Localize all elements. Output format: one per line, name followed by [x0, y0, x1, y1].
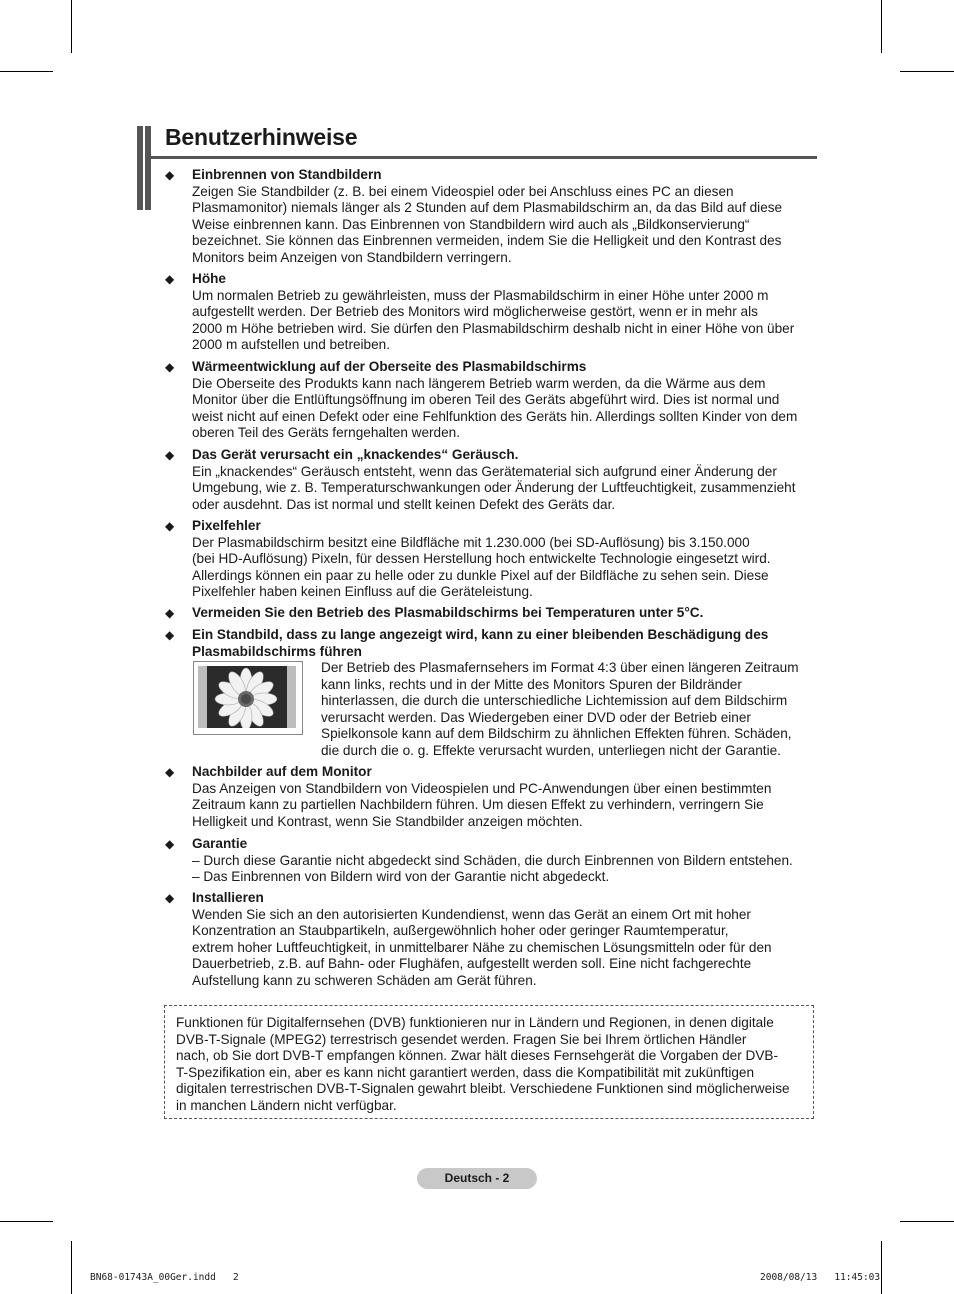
- section-title: Höhe: [192, 271, 226, 286]
- section-title: Ein Standbild, dass zu lange angezeigt wird, kann zu einer bleibenden Beschädigung des Plasmabildschirms führen: [192, 627, 769, 659]
- flower-illustration: [198, 666, 296, 728]
- image-text-block: [165, 660, 817, 759]
- file-name-slug: BN68-01743A_00Ger.indd 2: [90, 1272, 239, 1283]
- section-title: Das Gerät verursacht ein „knackendes“ Geräusch.: [192, 447, 519, 462]
- title-divider: [151, 156, 817, 159]
- section-pixelfehler: [165, 518, 817, 601]
- section-einbrennen: [165, 167, 817, 266]
- daisy-flower-icon: [193, 661, 303, 735]
- section-title: Garantie: [192, 836, 248, 851]
- section-text: Ein „knackendes“ Geräusch entsteht, wenn das Gerätematerial sich aufgrund einer Änderung der Umgebung, wie z. B. Temperaturschwankungen oder Änderung der Luftfeuchtigkeit, zusammenzieht oder ausdehnt. Das ist normal und stellt keinen Defekt des Geräts dar.: [192, 463, 796, 512]
- section-title: Installieren: [192, 890, 264, 905]
- section-text: Zeigen Sie Standbilder (z. B. bei einem Videospiel oder bei Anschluss eines PC an diesen Plasmamonitor) niemals länger als 2 Stunden auf dem Plasmabildschirm an, da das Bild auf diese Weise einbrennen kann. Das Einbrennen von Standbildern wird auch als „Bildkonservierung“ bezeichnet. Sie können das Einbrennen vermeiden, indem Sie die Helligkeit und den Kontrast des Monitors beim Anzeigen von Standbildern verringern.: [192, 183, 783, 265]
- timestamp-slug: 2008/08/13 11:45:03: [760, 1272, 881, 1283]
- crop-mark: [881, 1241, 882, 1294]
- crop-mark: [881, 0, 882, 53]
- section-text: Wenden Sie sich an den autorisierten Kundendienst, wenn das Gerät an einem Ort mit hoher Konzentration an Staubpartikeln, außergewöhnlich hoher oder geringer Raumtemperatur, extrem hoher Luftfeuchtigkeit, in unmittelbarer Nähe zu chemischen Lösungsmitteln oder für den Dauerbetrieb, z.B. auf Bahn- oder Flughäfen, aufgestellt werden soll. Eine nicht fachgerechte Aufstellung kann zu schweren Schäden am Gerät führen.: [192, 906, 772, 988]
- section-title: Wärmeentwicklung auf der Oberseite des Plasmabildschirms: [192, 359, 587, 374]
- section-title: Pixelfehler: [192, 518, 261, 533]
- diamond-bullet-icon: ◆: [165, 168, 175, 182]
- section-geraeusch: [165, 447, 817, 513]
- section-text: Um normalen Betrieb zu gewährleisten, muss der Plasmabildschirm in einer Höhe unter 2000 m aufgestellt werden. Der Betrieb des Monitors wird möglicherweise gestört, wenn er in mehr als 2000 m Höhe betrieben wird. Sie dürfen den Plasmabildschirm deshalb nicht in einer Höhe von über 2000 m aufstellen und betreiben.: [192, 287, 795, 352]
- section-text: Die Oberseite des Produkts kann nach längerem Betrieb warm werden, da die Wärme aus dem Monitor über die Entlüftungsöffnung im oberen Teil des Geräts abgeführt wird. Dies ist normal und weist nicht auf einen Defekt oder eine Fehlfunktion des Geräts hin. Allerdings sollten Kinder von dem oberen Teil des Geräts ferngehalten werden.: [192, 375, 798, 440]
- section-text: Das Anzeigen von Standbildern von Videospielen und PC-Anwendungen über einen bestimmten Zeitraum kann zu partiellen Nachbildern führen. Um diesen Effekt zu verhindern, verringern Sie Helligkeit und Kontrast, wenn Sie Standbilder anzeigen möchten.: [192, 780, 772, 829]
- diamond-bullet-icon: ◆: [165, 765, 175, 779]
- section-temperatur: [165, 605, 817, 622]
- section-text: Der Betrieb des Plasmafernsehers im Format 4:3 über einen längeren Zeitraum kann links, rechts und in der Mitte des Monitors Spuren der Bildränder hinterlassen, die durch die unterschiedliche Lichtemission auf dem Bildschirm verursacht werden. Das Wiedergeben einer DVD oder der Betrieb einer Spielkonsole kann auf dem Bildschirm zu ähnlichen Effekten führen. Schäden, die durch die o. g. Effekte verursacht wurden, unterliegen nicht der Garantie.: [321, 660, 799, 758]
- crop-mark: [900, 1221, 954, 1222]
- page-title: Benutzerhinweise: [165, 124, 358, 150]
- section-title: Nachbilder auf dem Monitor: [192, 764, 372, 779]
- section-installieren: [165, 890, 817, 989]
- diamond-bullet-icon: ◆: [165, 628, 175, 642]
- diamond-bullet-icon: ◆: [165, 360, 175, 374]
- crop-mark: [71, 1241, 72, 1294]
- section-standbild: [165, 627, 817, 759]
- section-hoehe: [165, 271, 817, 354]
- diamond-bullet-icon: ◆: [165, 891, 175, 905]
- diamond-bullet-icon: ◆: [165, 837, 175, 851]
- section-title: Vermeiden Sie den Betrieb des Plasmabildschirms bei Temperaturen unter 5°C.: [192, 605, 704, 620]
- diamond-bullet-icon: ◆: [165, 606, 175, 620]
- dvb-notice-box: Funktionen für Digitalfernsehen (DVB) funktionieren nur in Ländern und Regionen, in denen digitale DVB-T-Signale (MPEG2) terrestrisch gesendet werden. Fragen Sie bei Ihrem örtlichen Händler nach, ob Sie dort DVB-T empfangen können. Zwar hält dieses Fernsehgerät die Vorgaben der DVB- T-Spezifikation ein, aber es kann nicht garantiert werden, dass die Kompatibilität mit zukünftigen digitalen terrestrischen DVB-T-Signalen gewahrt bleibt. Verschiedene Funktionen sind möglicherweise in manchen Ländern nicht verfügbar.: [164, 1005, 814, 1119]
- section-waermeentwicklung: [165, 359, 817, 442]
- section-title: Einbrennen von Standbildern: [192, 167, 382, 182]
- crop-mark: [900, 71, 954, 72]
- section-text: – Durch diese Garantie nicht abgedeckt sind Schäden, die durch Einbrennen von Bildern entstehen. – Das Einbrennen von Bildern wird von der Garantie nicht abgedeckt.: [192, 852, 793, 884]
- crop-mark: [0, 1221, 53, 1222]
- page-number-badge: Deutsch - 2: [417, 1168, 537, 1189]
- diamond-bullet-icon: ◆: [165, 272, 175, 286]
- diamond-bullet-icon: ◆: [165, 448, 175, 462]
- section-nachbilder: [165, 764, 817, 830]
- section-text: Der Plasmabildschirm besitzt eine Bildfläche mit 1.230.000 (bei SD-Auflösung) bis 3.150.000 (bei HD-Auflösung) Pixeln, für dessen Herstellung hoch entwickelte Technologie eingesetzt wird. Allerdings können ein paar zu helle oder zu dunkle Pixel auf der Bildfläche zu sehen sein. Diese Pixelfehler haben keinen Einfluss auf die Geräteleistung.: [192, 534, 771, 599]
- diamond-bullet-icon: ◆: [165, 519, 175, 533]
- section-garantie: [165, 836, 817, 886]
- crop-mark: [71, 0, 72, 53]
- crop-mark: [0, 71, 53, 72]
